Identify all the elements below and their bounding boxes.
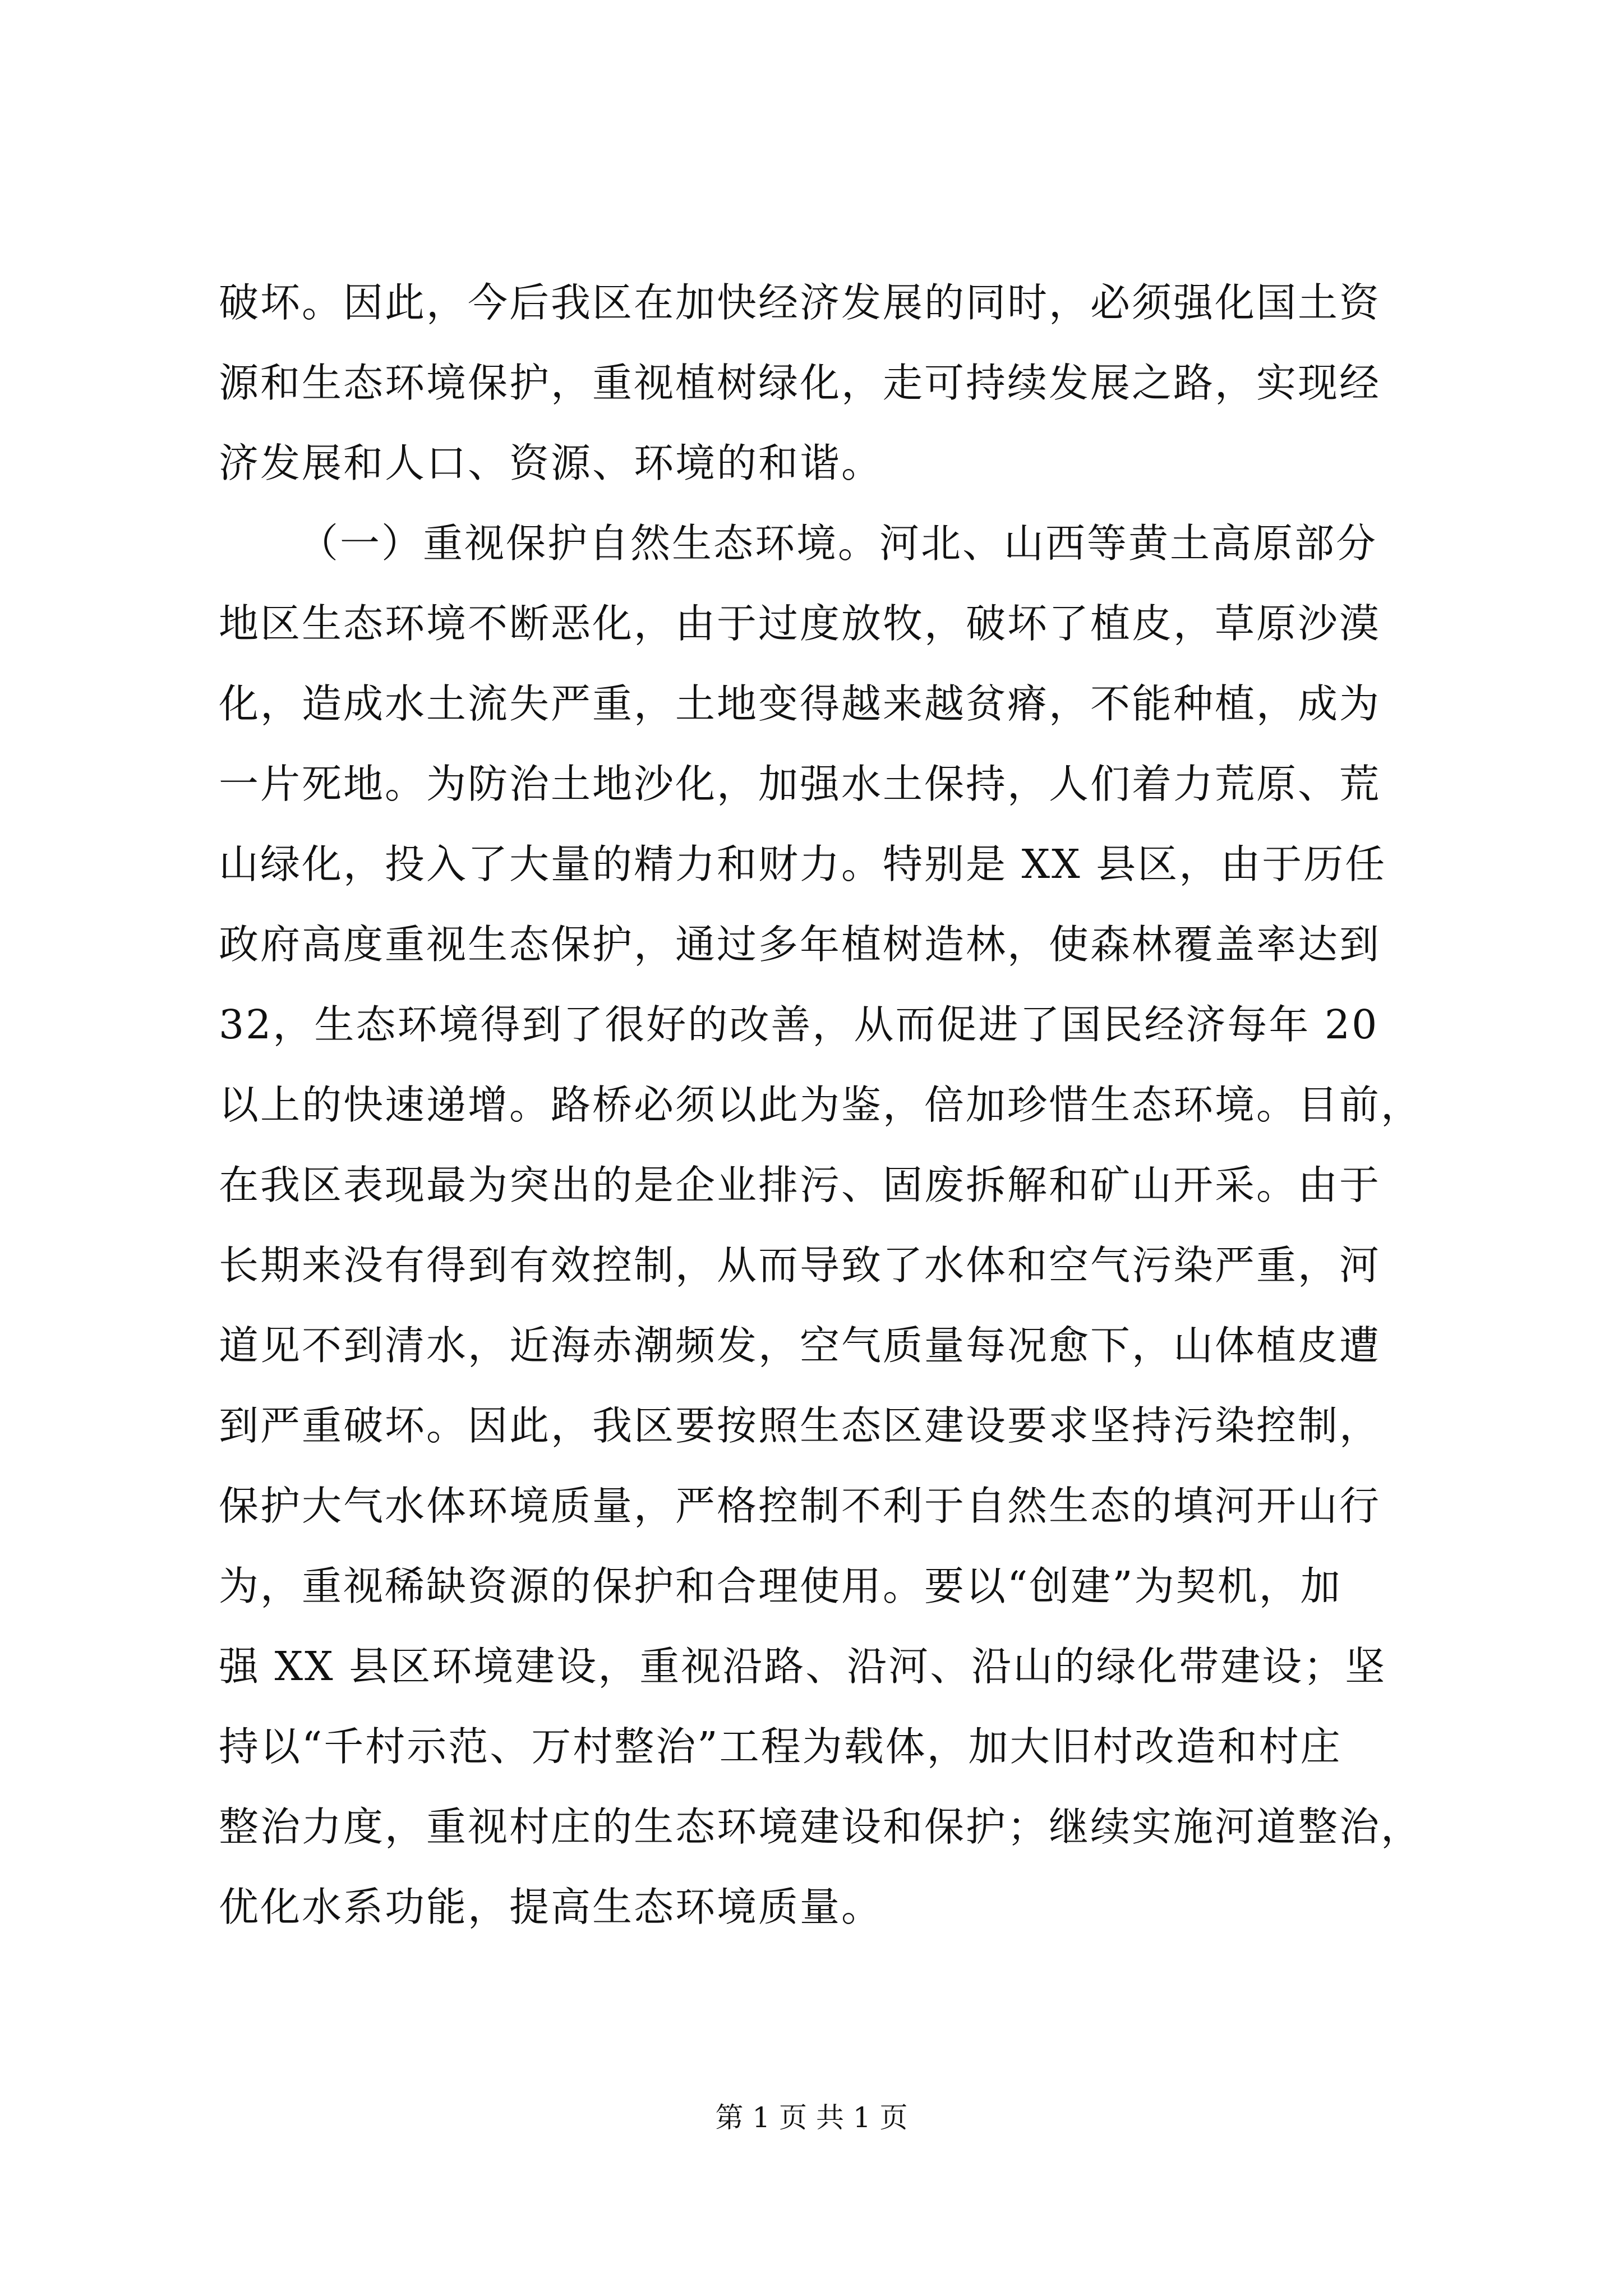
text-line: 在我区表现最为突出的是企业排污、固废拆解和矿山开采。由于 (219, 1162, 1381, 1208)
page-footer: 第 1 页 共 1 页 (715, 2101, 908, 2134)
body-text (219, 263, 1424, 1947)
text-line: 为，重视稀缺资源的保护和合理使用。要以“创建”为契机，加 (219, 1563, 1342, 1609)
text-line: 道见不到清水，近海赤潮频发，空气质量每况愈下，山体植皮遭 (219, 1322, 1381, 1369)
text-line: 源和生态环境保护，重视植树绿化，走可持续发展之路，实现经 (219, 360, 1381, 406)
text-line: 整治力度，重视村庄的生态环境建设和保护；继续实施河道整治， (219, 1803, 1423, 1850)
section-heading-line: （一）重视保护自然生态环境。河北、山西等黄土高原部分 (298, 520, 1378, 567)
text-line: 以上的快速递增。路桥必须以此为鉴，倍加珍惜生态环境。目前， (219, 1082, 1423, 1128)
text-line: 政府高度重视生态保护，通过多年植树造林，使森林覆盖率达到 (219, 921, 1381, 968)
text-line: 地区生态环境不断恶化，由于过度放牧，破坏了植皮，草原沙漠 (219, 600, 1381, 647)
text-line: 山绿化，投入了大量的精力和财力。特别是 XX 县区，由于历任 (219, 841, 1387, 887)
text-line: 长期来没有得到有效控制，从而导致了水体和空气污染严重，河 (219, 1242, 1381, 1289)
text-line: 破坏。因此，今后我区在加快经济发展的同时，必须强化国土资 (219, 279, 1381, 326)
text-line: 持以“千村示范、万村整治”工程为载体，加大旧村改造和村庄 (219, 1723, 1342, 1770)
text-line: 强 XX 县区环境建设，重视沿路、沿河、沿山的绿化带建设；坚 (219, 1643, 1387, 1690)
text-line: 优化水系功能，提高生态环境质量。 (219, 1884, 883, 1930)
text-line: 到严重破坏。因此，我区要按照生态区建设要求坚持污染控制， (219, 1402, 1381, 1449)
text-line: 保护大气水体环境质量，严格控制不利于自然生态的填河开山行 (219, 1483, 1381, 1529)
text-line: 32，生态环境得到了很好的改善，从而促进了国民经济每年 20 (219, 1001, 1379, 1048)
text-line: 一片死地。为防治土地沙化，加强水土保持，人们着力荒原、荒 (219, 761, 1381, 807)
text-line: 济发展和人口、资源、环境的和谐。 (219, 440, 883, 486)
text-line: 化，造成水土流失严重，土地变得越来越贫瘠，不能种植，成为 (219, 680, 1381, 727)
